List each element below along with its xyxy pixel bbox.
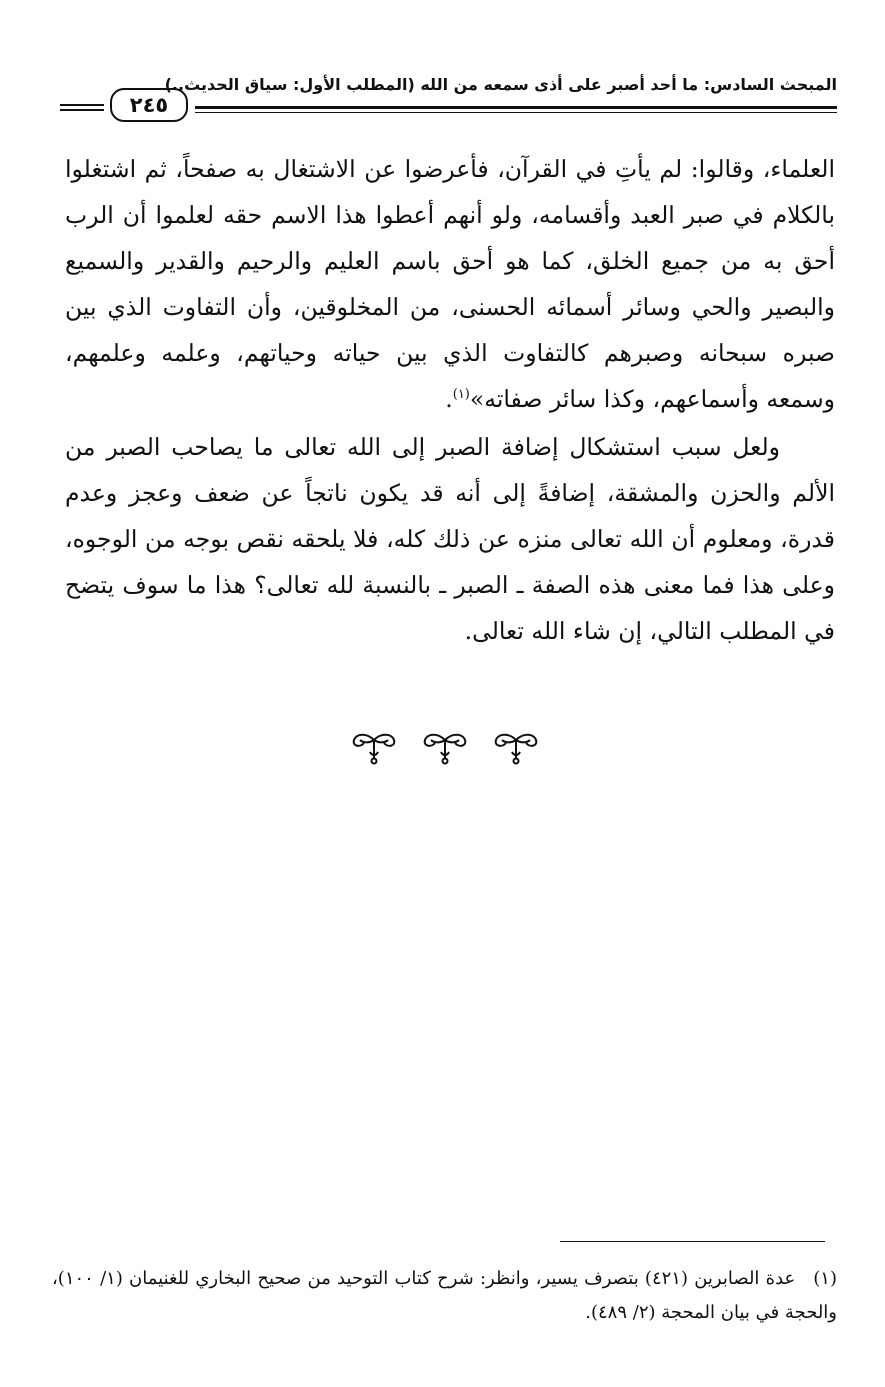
flourish-ornament-icon [492, 728, 540, 768]
footnote-entry [52, 1262, 837, 1330]
flourish-ornament-icon [421, 728, 469, 768]
flourish-ornament-icon [350, 728, 398, 768]
header-short-rule [60, 104, 104, 111]
paragraph-1-end: . [445, 385, 453, 413]
section-end-ornaments [350, 728, 540, 768]
main-text [65, 146, 835, 654]
footnote-number: (١) [813, 1268, 837, 1289]
paragraph-1 [65, 146, 835, 422]
footnote-separator [560, 1241, 825, 1242]
footnote [52, 1262, 837, 1330]
footnote-text: عدة الصابرين (٤٢١) بتصرف يسير، وانظر: شرح كتاب التوحيد من صحيح البخاري للغنيمان (١/ ١٠٠)، والحجة في بيان المحجة (٢/ ٤٨٩). [52, 1268, 837, 1323]
footnote-reference: (١) [452, 387, 470, 403]
running-header-title: المبحث السادس: ما أحد أصبر على أذى سمعه من الله (المطلب الأول: سياق الحديث..) [164, 75, 837, 94]
page-number-badge: ٢٤٥ [110, 88, 188, 122]
paragraph-1-text: العلماء، وقالوا: لم يأتِ في القرآن، فأعرضوا عن الاشتغال به صفحاً، ثم اشتغلوا بالكلام في صبر العبد وأقسامه، ولو أنهم أعطوا هذا الاسم حقه لعلموا أن الرب أحق به من جميع الخلق، كما هو أحق باسم العليم والرحيم والقدير والسميع والبصير والحي وسائر أسمائه الحسنى، من المخلوقين، وأن التفاوت الذي بين صبره سبحانه وصبرهم كالتفاوت الذي بين حياته وحياتهم، وعلمه وعلمهم، وسمعه وأسماعهم، وكذا سائر صفاته» [65, 155, 835, 413]
paragraph-2: ولعل سبب استشكال إضافة الصبر إلى الله تعالى ما يصاحب الصبر من الألم والحزن والمشقة، إضافةً إلى أنه قد يكون ناتجاً عن ضعف وعجز وعدم قدرة، ومعلوم أن الله تعالى منزه عن ذلك كله، فلا يلحقه نقص بوجه من الوجوه، وعلى هذا فما معنى هذه الصفة ـ الصبر ـ بالنسبة لله تعالى؟ هذا ما سوف يتضح في المطلب التالي، إن شاء الله تعالى. [65, 433, 835, 645]
header-double-rule [195, 106, 837, 113]
